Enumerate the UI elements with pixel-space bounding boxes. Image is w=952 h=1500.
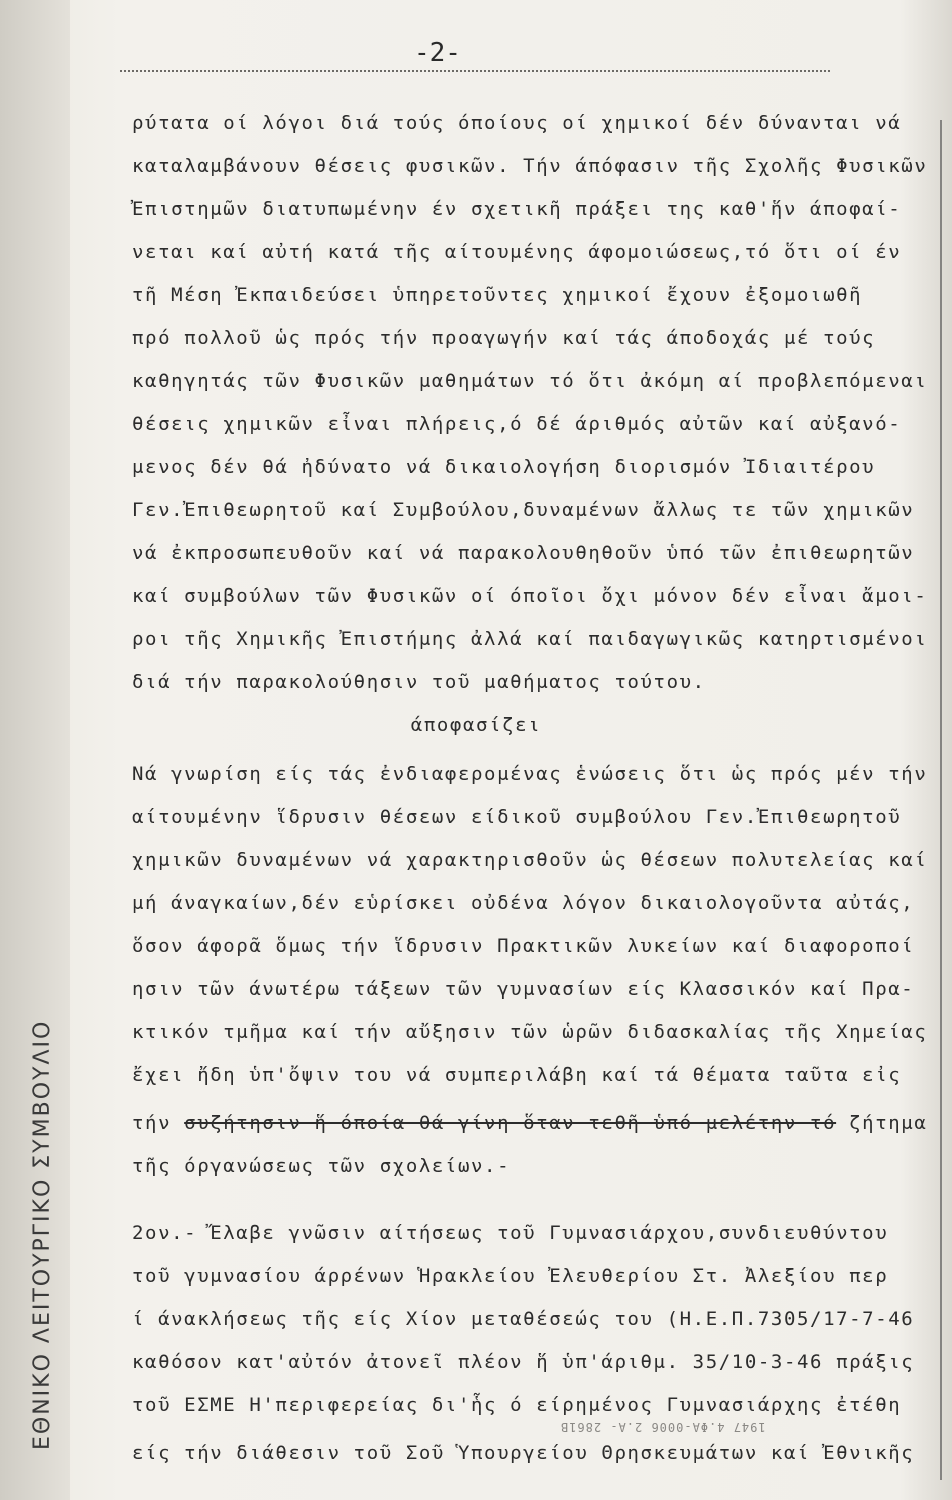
struck-line-suffix: ζήτημα: [836, 1112, 928, 1134]
decision-line: χημικῶν δυναμένων νά χαρακτηρισθοῦν ὡς θέσεων πολυτελείας καί: [132, 849, 928, 871]
item-line: ί άνακλήσεως τῆς είς Χίον μεταθέσεώς του (Η.Ε.Π.7305/17-7-46: [132, 1308, 915, 1330]
text-line: νεται καί αὐτή κατά τῆς αίτουμένης άφομοιώσεως,τό ὅτι οί έν: [132, 241, 902, 263]
decision-line: ἔχει ἤδη ὑπ'ὄψιν του νά συμπεριλάβη καί τά θέματα ταῦτα εἰς: [132, 1064, 902, 1086]
decision-line: ὅσον άφορᾶ ὅμως τήν ἵδρυσιν Πρακτικῶν λυκείων καί διαφοροποί: [132, 935, 915, 957]
decision-line: ησιν τῶν άνωτέρω τάξεων τῶν γυμνασίων είς Κλασσικόν καί Πρα-: [132, 978, 915, 1000]
decision-line: μή άναγκαίων,δέν εὑρίσκει οὐδένα λόγον δικαιολογοῦντα αὐτάς,: [132, 892, 915, 914]
item-line: 2ον.- Ἔλαβε γνῶσιν αίτήσεως τοῦ Γυμνασιάρχου,συνδιευθύντου: [132, 1222, 889, 1244]
item-line: καθόσον κατ'αὐτόν ἀτονεῖ πλέον ἥ ὑπ'άριθμ. 35/10-3-46 πράξις: [132, 1351, 915, 1373]
text-line: τῆ Μέση Ἐκπαιδεύσει ὑπηρετοῦντες χημικοί ἔχουν ἐξομοιωθῆ: [132, 284, 863, 306]
text-line: Ἐπιστημῶν διατυπωμένην έν σχετικῆ πράξει της καθ'ἥν άποφαί-: [132, 198, 902, 220]
text-line: ροι τῆς Χημικῆς Ἐπιστήμης ἀλλά καί παιδαγωγικῶς κατηρτισμένοι: [132, 628, 928, 650]
page-number: -2-: [414, 38, 461, 68]
struck-text: συζήτησιν ἥ όποία θά γίνη ὅταν τεθῆ ὑπό μελέτην τό: [184, 1112, 837, 1134]
item-line: τοῦ ΕΣΜΕ Η'περιφερείας δι'ἧς ό είρημένος Γυμνασιάρχης ἐτέθη: [132, 1394, 902, 1416]
dotted-rule: [120, 70, 830, 72]
item-line: είς τήν διάθεσιν τοῦ Σοῦ Ὑπουργείου Θρησκευμάτων καί Ἐθνικῆς: [132, 1442, 915, 1464]
footer-stamp: 1947 4.ΦΑ-0006 2.A- 2861Β: [560, 1420, 766, 1434]
text-line: καθηγητάς τῶν Φυσικῶν μαθημάτων τό ὅτι ἀκόμη αί προβλεπόμεναι: [132, 370, 928, 392]
struck-line-prefix: τήν: [132, 1112, 185, 1134]
closing-line: τῆς όργανώσεως τῶν σχολείων.-: [132, 1155, 511, 1177]
text-line: πρό πολλοῦ ὡς πρός τήν προαγωγήν καί τάς άποδοχάς μέ τούς: [132, 327, 876, 349]
text-line: ρύτατα οί λόγοι διά τούς όποίους οί χημικοί δέν δύνανται νά: [132, 112, 902, 134]
text-line: καί συμβούλων τῶν Φυσικῶν οί όποῖοι ὄχι μόνον δέν εἶναι ἄμοι-: [132, 585, 928, 607]
item-line: τοῦ γυμνασίου άρρένων Ἡρακλείου Ἐλευθερίου Στ. Ἀλεξίου περ: [132, 1265, 889, 1287]
decision-line: αίτουμένην ἵδρυσιν θέσεων είδικοῦ συμβούλου Γεν.Ἐπιθεωρητοῦ: [132, 806, 902, 828]
text-line: νά ἐκπροσωπευθοῦν καί νά παρακολουθηθοῦν ὑπό τῶν ἐπιθεωρητῶν: [132, 542, 915, 564]
text-line: θέσεις χημικῶν εἶναι πλήρεις,ό δέ άριθμός αὐτῶν καί αὐξανό-: [132, 413, 902, 435]
text-line: Γεν.Ἐπιθεωρητοῦ καί Συμβούλου,δυναμένων ἄλλως τε τῶν χημικῶν: [132, 499, 915, 521]
decision-line: κτικόν τμῆμα καί τήν αὔξησιν τῶν ὡρῶν διδασκαλίας τῆς Χημείας: [132, 1021, 928, 1043]
page-edge-line: [940, 120, 942, 1480]
text-line: διά τήν παρακολούθησιν τοῦ μαθήματος τούτου.: [132, 671, 706, 693]
text-line: καταλαμβάνουν θέσεις φυσικῶν. Τήν άπόφασιν τῆς Σχολῆς Φυσικῶν: [132, 155, 928, 177]
decision-heading: άποφασίζει: [410, 714, 542, 736]
archive-stamp: ΕΘΝΙΚΟ ΛΕΙΤΟΥΡΓΙΚΟ ΣΥΜΒΟΥΛΙΟ: [30, 1019, 55, 1450]
struck-line: [132, 1112, 928, 1134]
decision-line: Νά γνωρίση είς τάς ἐνδιαφερομένας ἑνώσεις ὅτι ὡς πρός μέν τήν: [132, 763, 928, 785]
text-line: μενος δέν θά ἠδύνατο νά δικαιολογήση διορισμόν Ἰδιαιτέρου: [132, 456, 876, 478]
